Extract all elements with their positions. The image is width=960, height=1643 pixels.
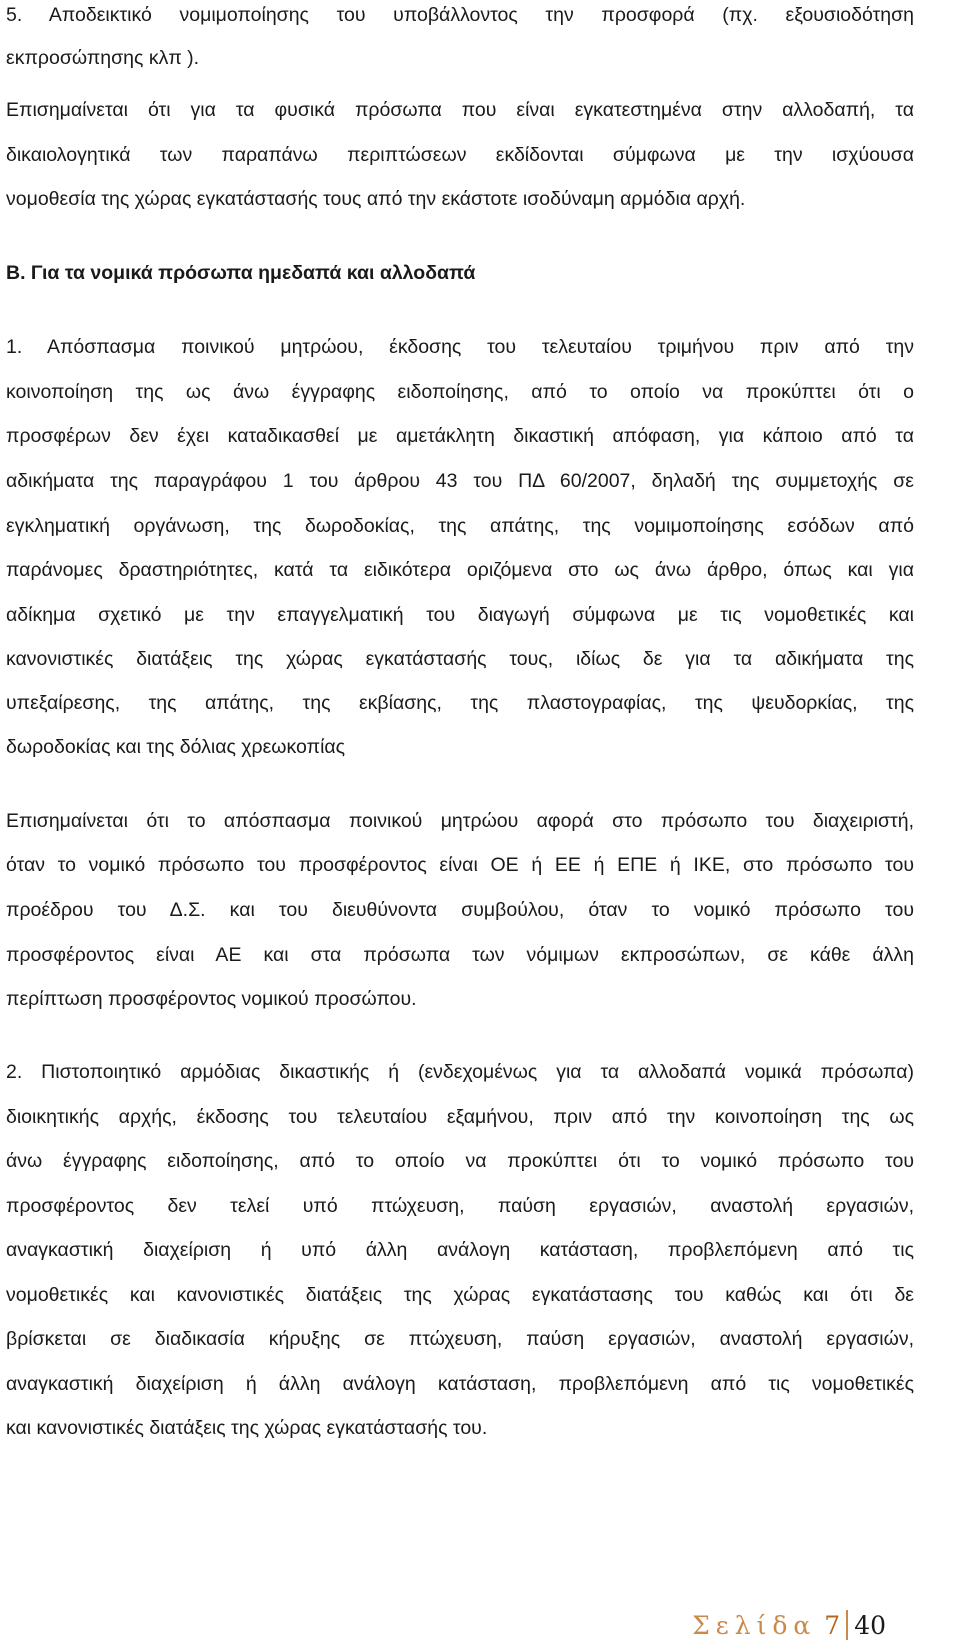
page-footer [692, 1608, 886, 1642]
text-line: βρίσκεται σε διαδικασία κήρυξης σε πτώχευση, παύση εργασιών, αναστολή εργασιών, [6, 1328, 914, 1350]
text-line: αδίκημα σχετικό με την επαγγελματική του διαγωγή σύμφωνα με τις νομοθετικές και [6, 604, 914, 626]
text-line: Επισημαίνεται ότι το απόσπασμα ποινικού μητρώου αφορά στο πρόσωπο του διαχειριστή, [6, 810, 914, 832]
text-line: διοικητικής αρχής, έκδοσης του τελευταίου εξαμήνου, πριν από την κοινοποίηση της ως [6, 1106, 914, 1128]
text-line: άνω έγγραφης ειδοποίησης, από το οποίο να προκύπτει ότι το νομικό πρόσωπο του [6, 1150, 914, 1172]
page-number: 7 [824, 1610, 841, 1640]
text-line: κοινοποίηση της ως άνω έγγραφης ειδοποίησης, από το οποίο να προκύπτει ότι ο [6, 381, 914, 403]
text-line: νομοθετικές και κανονιστικές διατάξεις της χώρας εγκατάστασης του καθώς και ότι δε [6, 1284, 914, 1306]
text-line: περίπτωση προσφέροντος νομικού προσώπου. [6, 988, 417, 1010]
text-line: εκπροσώπησης κλπ ). [6, 47, 200, 69]
text-line: Επισημαίνεται ότι για τα φυσικά πρόσωπα που είναι εγκατεστημένα στην αλλοδαπή, τα [6, 99, 914, 121]
text-line: προέδρου του Δ.Σ. και του διευθύνοντα συμβούλου, όταν το νομικό πρόσωπο του [6, 899, 914, 921]
text-line: παράνομες δραστηριότητες, κατά τα ειδικότερα οριζόμενα στο ως άνω άρθρο, όπως και για [6, 559, 914, 581]
text-line: δωροδοκίας και της δόλιας χρεωκοπίας [6, 736, 346, 758]
text-line: αναγκαστική διαχείριση ή υπό άλλη ανάλογη κατάσταση, προβλεπόμενη από τις [6, 1239, 914, 1261]
text-line: και κανονιστικές διατάξεις της χώρας εγκατάστασής του. [6, 1417, 488, 1439]
text-line: όταν το νομικό πρόσωπο του προσφέροντος είναι ΟΕ ή ΕΕ ή ΕΠΕ ή ΙΚΕ, στο πρόσωπο του [6, 854, 914, 876]
text-line: 5. Αποδεικτικό νομιμοποίησης του υποβάλλοντος την προσφορά (πχ. εξουσιοδότηση [6, 4, 914, 26]
text-line: προσφέροντος δεν τελεί υπό πτώχευση, παύση εργασιών, αναστολή εργασιών, [6, 1195, 914, 1217]
section-heading: Β. Για τα νομικά πρόσωπα ημεδαπά και αλλοδαπά [6, 262, 476, 284]
page-total: 40 [854, 1610, 886, 1640]
text-line: νομοθεσία της χώρας εγκατάστασής τους από την εκάστοτε ισοδύναμη αρμόδια αρχή. [6, 188, 746, 210]
footer-divider [846, 1610, 848, 1640]
text-line: κανονιστικές διατάξεις της χώρας εγκατάστασής τους, ιδίως δε για τα αδικήματα της [6, 648, 914, 670]
text-line: αδικήματα της παραγράφου 1 του άρθρου 43 του ΠΔ 60/2007, δηλαδή της συμμετοχής σε [6, 470, 914, 492]
text-line: προσφέρων δεν έχει καταδικασθεί με αμετάκλητη δικαστική απόφαση, για κάποιο από τα [6, 425, 914, 447]
text-line: αναγκαστική διαχείριση ή άλλη ανάλογη κατάσταση, προβλεπόμενη από τις νομοθετικές [6, 1373, 914, 1395]
text-line: 1. Απόσπασμα ποινικού μητρώου, έκδοσης του τελευταίου τριμήνου πριν από την [6, 336, 914, 358]
text-line: 2. Πιστοποιητικό αρμόδιας δικαστικής ή (ενδεχομένως για τα αλλοδαπά νομικά πρόσωπα) [6, 1061, 914, 1083]
page-label: Σελίδα [692, 1610, 817, 1640]
text-line: δικαιολογητικά των παραπάνω περιπτώσεων εκδίδονται σύμφωνα με την ισχύουσα [6, 144, 914, 166]
text-line: υπεξαίρεσης, της απάτης, της εκβίασης, της πλαστογραφίας, της ψευδορκίας, της [6, 692, 914, 714]
text-line: προσφέροντος είναι ΑΕ και στα πρόσωπα των νόμιμων εκπροσώπων, σε κάθε άλλη [6, 944, 914, 966]
text-line: εγκληματική οργάνωση, της δωροδοκίας, της απάτης, της νομιμοποίησης εσόδων από [6, 515, 914, 537]
